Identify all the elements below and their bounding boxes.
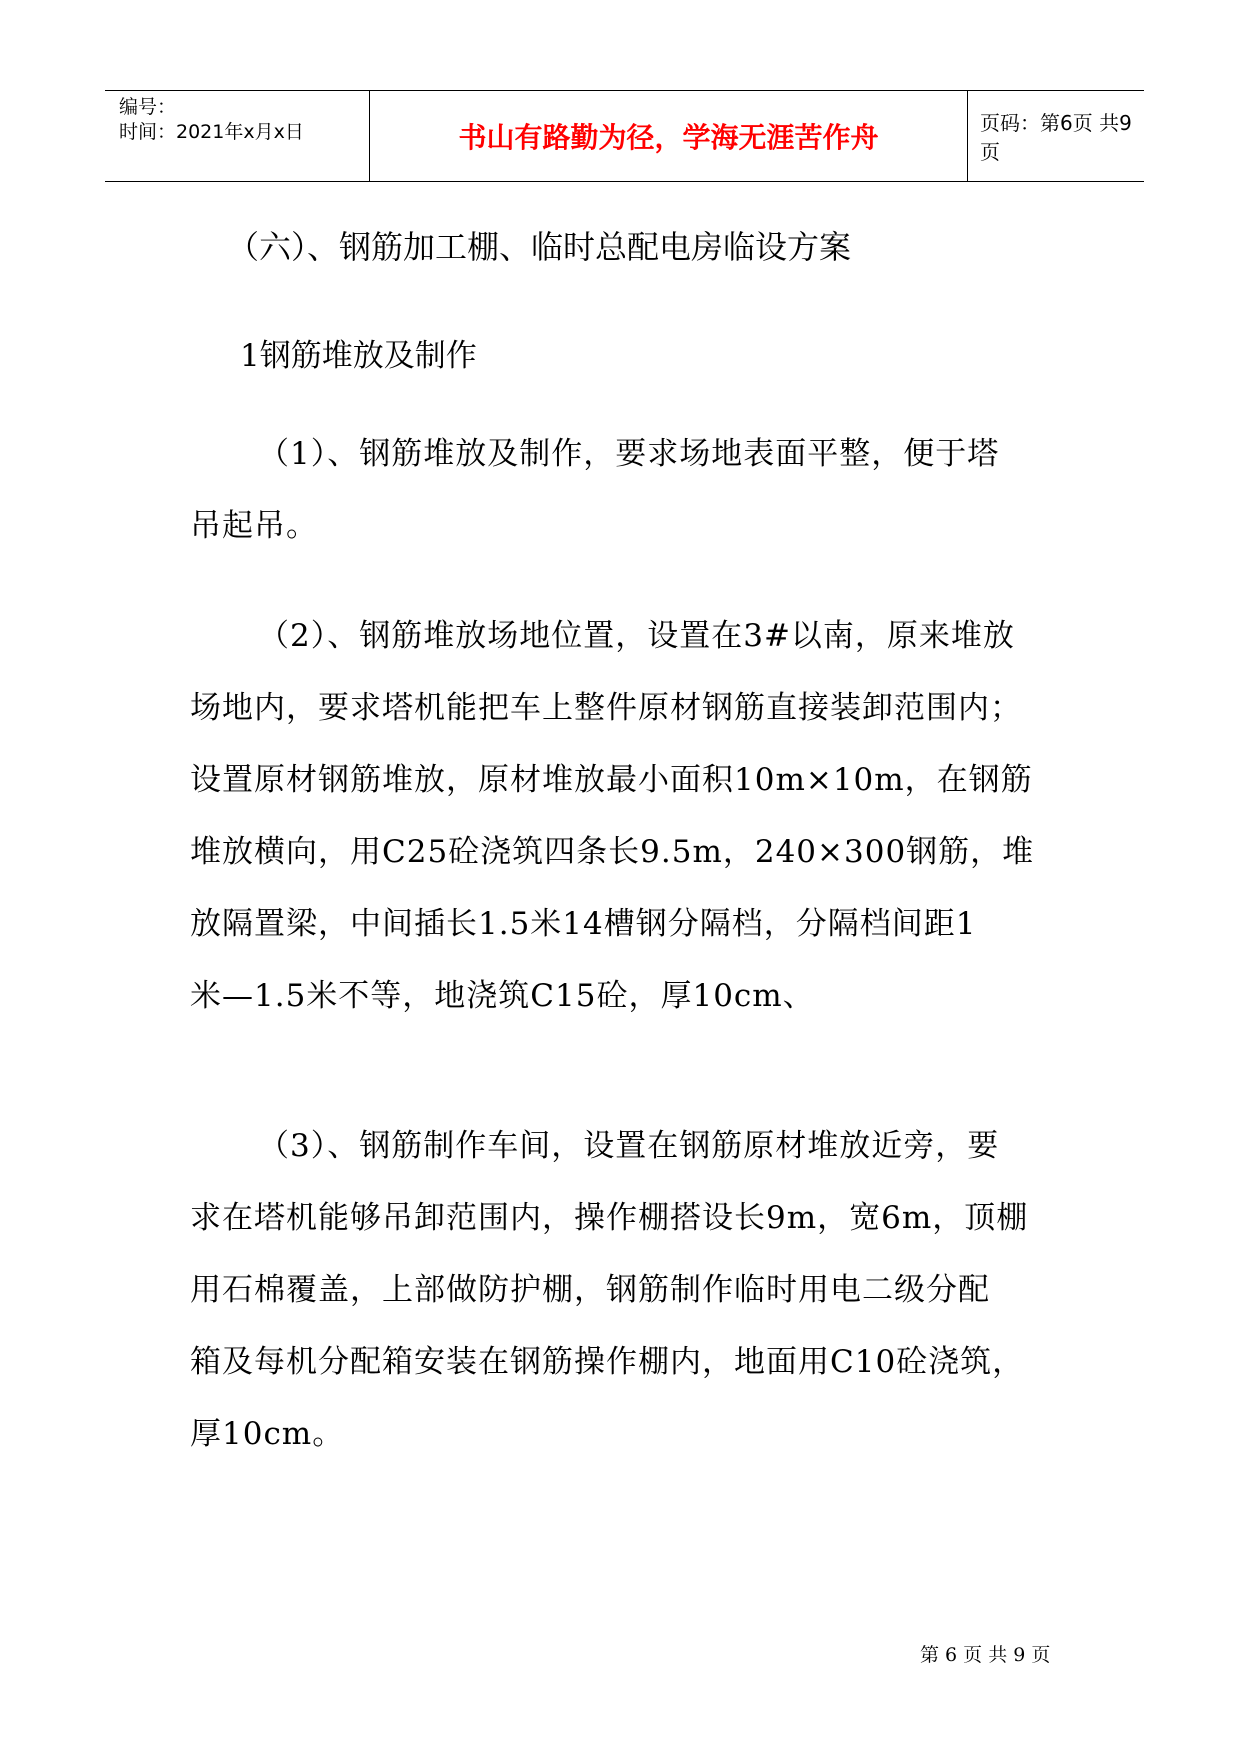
paragraph-2 xyxy=(190,600,1070,1032)
header-motto: 书山有路勤为径，学海无涯苦作舟 xyxy=(370,91,968,181)
paragraph-line: 箱及每机分配箱安装在钢筋操作棚内，地面用C10砼浇筑， xyxy=(190,1344,1025,1380)
header-meta xyxy=(105,91,370,181)
paragraph-line: （3）、钢筋制作车间，设置在钢筋原材堆放近旁，要 xyxy=(258,1128,1000,1164)
paragraph-line: 厚10cm。 xyxy=(190,1416,345,1452)
document-number-label: 编号： xyxy=(119,96,177,118)
paragraph-line: 米—1.5米不等，地浇筑C15砼，厚10cm、 xyxy=(190,978,815,1014)
paragraph-line: 堆放横向，用C25砼浇筑四条长9.5m，240×300钢筋，堆 xyxy=(190,834,1035,870)
paragraph-line: 吊起吊。 xyxy=(190,508,318,544)
paragraph-line: 放隔置梁，中间插长1.5米14槽钢分隔档，分隔档间距1 xyxy=(190,906,977,942)
paragraph-line: （2）、钢筋堆放场地位置，设置在3#以南，原来堆放 xyxy=(258,618,1015,654)
page-footer: 第 6 页 共 9 页 xyxy=(920,1644,1051,1666)
document-date-label: 时间：2021年x月x日 xyxy=(119,121,304,143)
section-title: （六）、钢筋加工棚、临时总配电房临设方案 xyxy=(227,228,852,266)
paragraph-line: （1）、钢筋堆放及制作，要求场地表面平整，便于塔 xyxy=(258,436,1000,472)
header-page-number: 页码：第6页 共9页 xyxy=(980,111,1132,164)
subsection-title: 1钢筋堆放及制作 xyxy=(240,338,477,374)
paragraph-line: 场地内，要求塔机能把车上整件原材钢筋直接装卸范围内； xyxy=(190,690,1022,726)
paragraph-3 xyxy=(190,1110,1070,1470)
page-header xyxy=(105,90,1144,182)
paragraph-line: 求在塔机能够吊卸范围内，操作棚搭设长9m，宽6m，顶棚 xyxy=(190,1200,1029,1236)
paragraph-1 xyxy=(190,418,1070,562)
paragraph-line: 用石棉覆盖，上部做防护棚，钢筋制作临时用电二级分配 xyxy=(190,1272,990,1308)
paragraph-line: 设置原材钢筋堆放，原材堆放最小面积10m×10m，在钢筋 xyxy=(190,762,1033,798)
